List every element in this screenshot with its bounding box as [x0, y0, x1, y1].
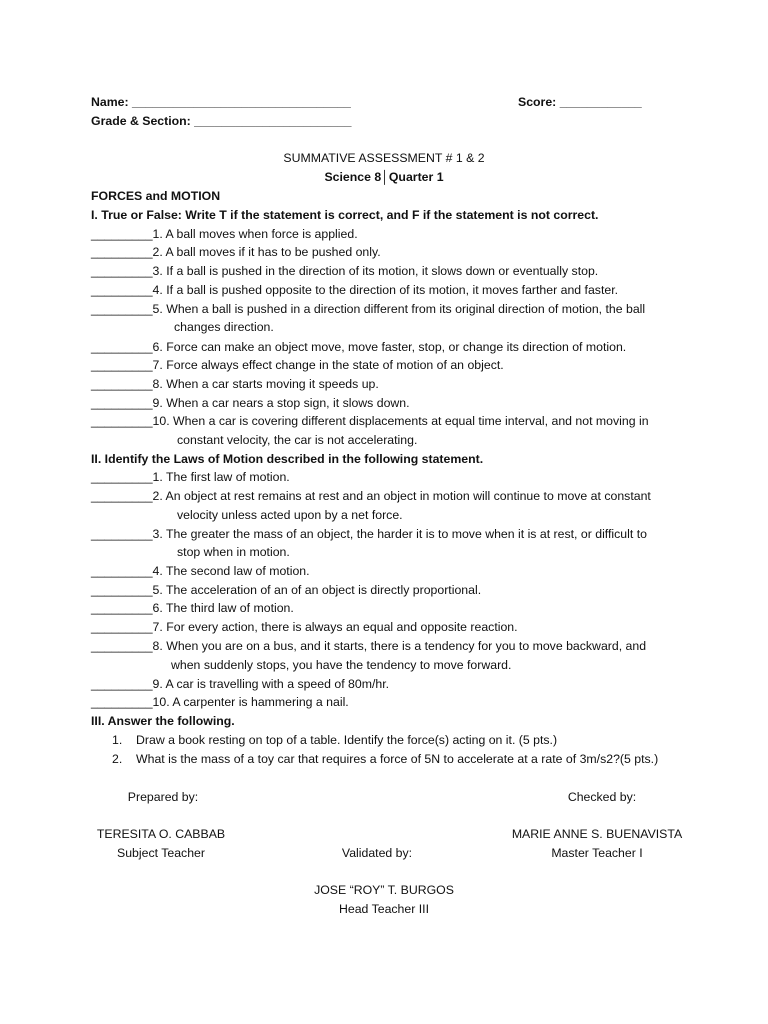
checker-name: MARIE ANNE S. BUENAVISTA [511, 827, 683, 841]
part3-item-2-text: What is the mass of a toy car that requires a force of 5N to accelerate at a rate of 3m/s2?(5 pts.) [136, 752, 659, 766]
part2-heading: II. Identify the Laws of Motion described in the following statement. [91, 452, 484, 466]
prepared-by-label: Prepared by: [127, 790, 199, 804]
score-field: Score: ____________ [518, 95, 642, 109]
part3-item-1-number: 1. [112, 733, 123, 747]
validator-role: Head Teacher III [338, 902, 429, 916]
checked-by-label: Checked by: [567, 790, 637, 804]
part2-item-7: _________7. For every action, there is always an equal and opposite reaction. [91, 620, 518, 634]
part2-item-9: _________9. A car is travelling with a speed of 80m/hr. [91, 677, 390, 691]
part1-item-7: _________7. Force always effect change in the state of motion of an object. [91, 358, 504, 372]
part2-item-4: _________4. The second law of motion. [91, 564, 310, 578]
part1-item-8: _________8. When a car starts moving it speeds up. [91, 377, 379, 391]
document-title: SUMMATIVE ASSESSMENT # 1 & 2 [283, 151, 485, 165]
part1-heading: I. True or False: Write T if the statement is correct, and F if the statement is not correct. [91, 208, 599, 222]
part1-item-2: _________2. A ball moves if it has to be pushed only. [91, 245, 381, 259]
part2-item-3-continued: stop when in motion. [177, 545, 290, 559]
part1-item-5-continued: changes direction. [174, 320, 274, 334]
preparer-role: Subject Teacher [117, 846, 205, 860]
part1-item-4: _________4. If a ball is pushed opposite to the direction of its motion, it moves farther and faster. [91, 283, 619, 297]
part2-item-8: _________8. When you are on a bus, and it starts, there is a tendency for you to move backward, and [91, 639, 647, 653]
name-field: Name: ________________________________ [91, 95, 351, 109]
part2-item-3: _________3. The greater the mass of an object, the harder it is to move when it is at rest, or difficult to [91, 527, 647, 541]
part2-item-2: _________2. An object at rest remains at rest and an object in motion will continue to move at constant [91, 489, 651, 503]
part2-item-5: _________5. The acceleration of an of an object is directly proportional. [91, 583, 482, 597]
part1-item-3: _________3. If a ball is pushed in the direction of its motion, it slows down or eventually stop. [91, 264, 599, 278]
part3-item-1-text: Draw a book resting on top of a table. Identify the force(s) acting on it. (5 pts.) [136, 733, 558, 747]
part3-heading: III. Answer the following. [91, 714, 235, 728]
grade-section-field: Grade & Section: _______________________ [91, 114, 352, 128]
part1-item-5: _________5. When a ball is pushed in a direction different from its original direction of motion, the ball [91, 302, 646, 316]
part2-item-10: _________10. A carpenter is hammering a nail. [91, 695, 349, 709]
part1-item-1: _________1. A ball moves when force is applied. [91, 227, 358, 241]
part2-item-6: _________6. The third law of motion. [91, 601, 294, 615]
document-subtitle: Science 8│Quarter 1 [324, 170, 444, 184]
part1-item-6: _________6. Force can make an object move, move faster, stop, or change its direction of motion. [91, 340, 627, 354]
topic-heading: FORCES and MOTION [91, 189, 221, 203]
part2-item-1: _________1. The first law of motion. [91, 470, 290, 484]
validated-by-label: Validated by: [341, 846, 413, 860]
validator-name: JOSE “ROY” T. BURGOS [314, 883, 454, 897]
part2-item-8-continued: when suddenly stops, you have the tendency to move forward. [171, 658, 512, 672]
part2-item-2-continued: velocity unless acted upon by a net force. [177, 508, 403, 522]
part3-item-2-number: 2. [112, 752, 123, 766]
part1-item-9: _________9. When a car nears a stop sign, it slows down. [91, 396, 410, 410]
part1-item-10: _________10. When a car is covering different displacements at equal time interval, and not moving in [91, 414, 649, 428]
checker-role: Master Teacher I [551, 846, 643, 860]
preparer-name: TERESITA O. CABBAB [96, 827, 226, 841]
part1-item-10-continued: constant velocity, the car is not accelerating. [177, 433, 418, 447]
